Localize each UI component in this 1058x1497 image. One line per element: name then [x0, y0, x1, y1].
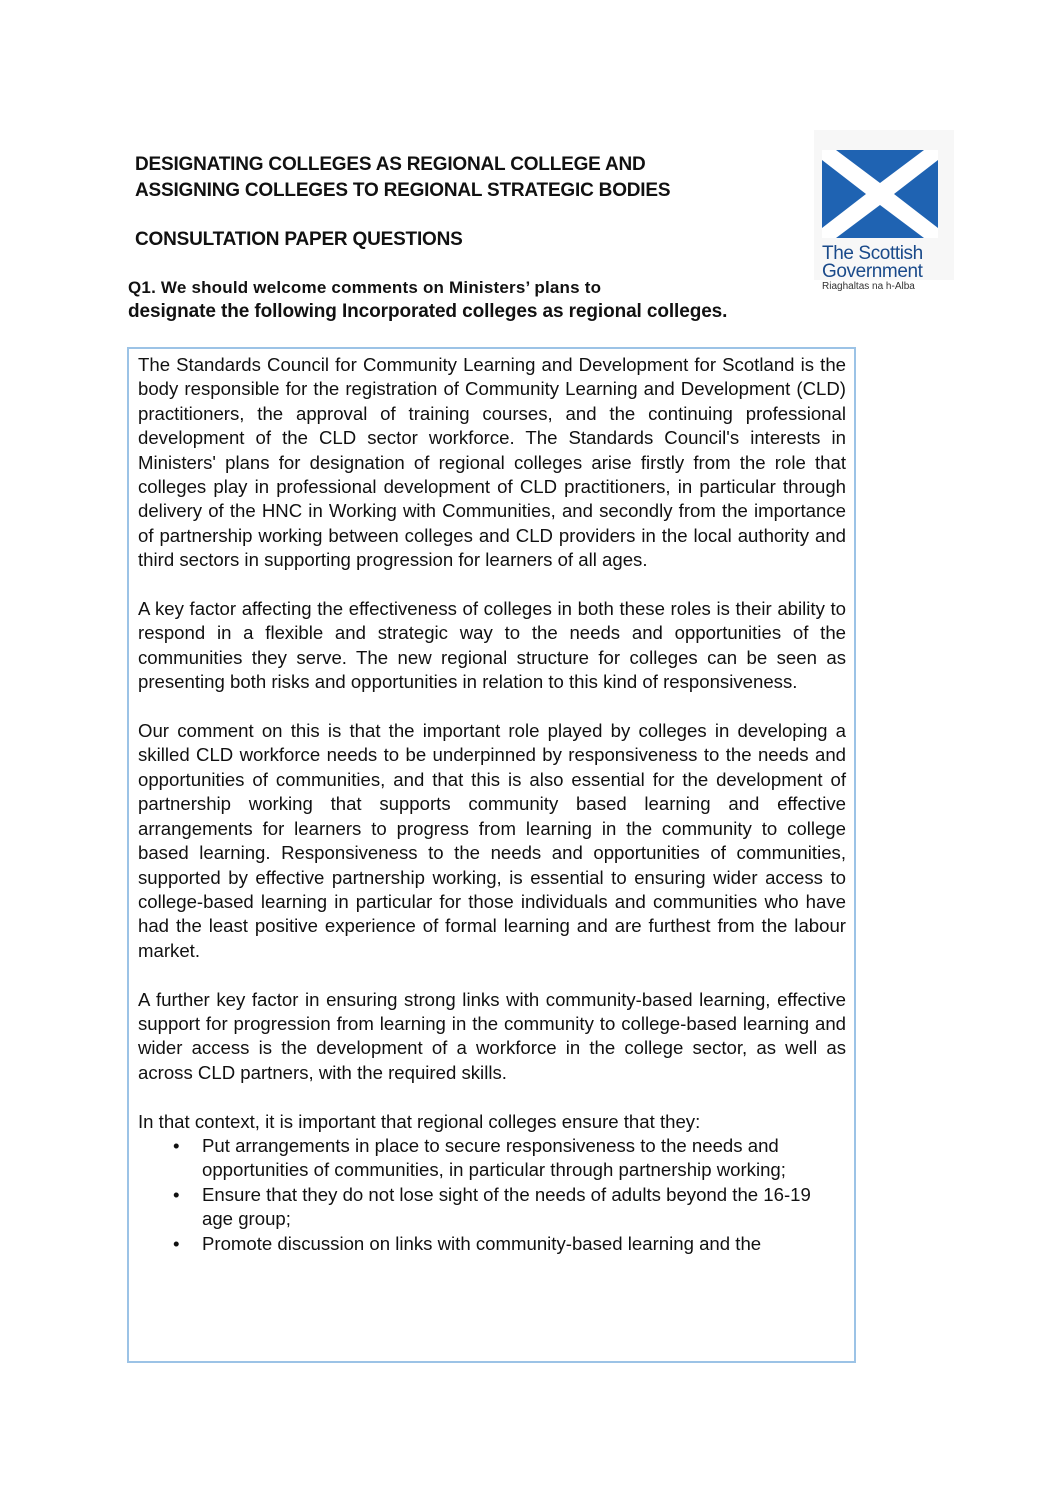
- answer-paragraph: A key factor affecting the effectiveness of colleges in both these roles is their ability to respond in a flexible and strategic way to the needs and opportunities of the communities they serve. The new regional structure for colleges can be seen as presenting both risks and opportunities in relation to this kind of responsiveness.: [138, 598, 846, 693]
- document-subtitle: CONSULTATION PAPER QUESTIONS: [135, 229, 463, 250]
- question-heading: [128, 277, 848, 325]
- question-line-1: Q1. We should welcome comments on Ministers’ plans to: [128, 278, 602, 297]
- logo-text-line-1: The Scottish: [822, 243, 923, 264]
- answer-paragraph: Our comment on this is that the important role played by colleges in developing a skilled CLD workforce needs to be underpinned by responsiveness to the needs and opportunities of communities, and that this is also essential for the development of partnership working that supports community based learning and effective arrangements for learners to progress from learning in the community to college based learning. Responsiveness to the needs and opportunities of communities, supported by effective partnership working, is essential to ensuring wider access to college-based learning in particular for those individuals and communities who have had the least positive experience of formal learning and are furthest from the labour market.: [138, 720, 846, 961]
- list-item-text: Put arrangements in place to secure responsiveness to the needs and opportunities of communities, in particular through partnership working;: [202, 1134, 786, 1181]
- logo-text-line-2: Government: [822, 261, 923, 282]
- logo-text-line-3: Riaghaltas na h-Alba: [822, 281, 915, 292]
- answer-paragraph: The Standards Council for Community Learning and Development for Scotland is the body responsible for the registration of Community Learning and Development (CLD) practitioners, the approval of training courses, and the continuing professional development of the CLD sector workforce. The Standards Council's interests in Ministers' plans for designation of regional colleges arise firstly from the role that colleges play in professional development of CLD practitioners, in particular through delivery of the HNC in Working with Communities, and secondly from the importance of partnership working between colleges and CLD providers in the local authority and third sectors in supporting progression for learners of all ages.: [138, 354, 846, 571]
- question-line-2: designate the following Incorporated colleges as regional colleges.: [128, 301, 728, 322]
- document-title-line-2: ASSIGNING COLLEGES TO REGIONAL STRATEGIC BODIES: [135, 180, 671, 201]
- saltire-flag-icon: [822, 150, 938, 238]
- list-item: [173, 1232, 846, 1256]
- document-title: [135, 152, 795, 204]
- bullet-icon: •: [173, 1232, 180, 1254]
- scottish-government-logo: [814, 130, 954, 292]
- answer-list-intro: In that context, it is important that regional colleges ensure that they:: [138, 1110, 701, 1132]
- bullet-icon: •: [173, 1183, 180, 1205]
- list-item: [173, 1183, 846, 1232]
- document-title-line-1: DESIGNATING COLLEGES AS REGIONAL COLLEGE AND: [135, 154, 646, 175]
- answer-box: [127, 347, 856, 1363]
- bullet-icon: •: [173, 1134, 180, 1156]
- answer-bullet-list: [138, 1134, 846, 1256]
- list-item: [173, 1134, 846, 1183]
- list-item-text: Ensure that they do not lose sight of the needs of adults beyond the 16-19 age group;: [202, 1183, 811, 1230]
- list-item-text: Promote discussion on links with community-based learning and the: [202, 1232, 762, 1254]
- answer-paragraph: A further key factor in ensuring strong links with community-based learning, effective support for progression from learning in the community to college-based learning and wider access is the development of a workforce in the college sector, as well as across CLD partners, with the required skills.: [138, 988, 846, 1083]
